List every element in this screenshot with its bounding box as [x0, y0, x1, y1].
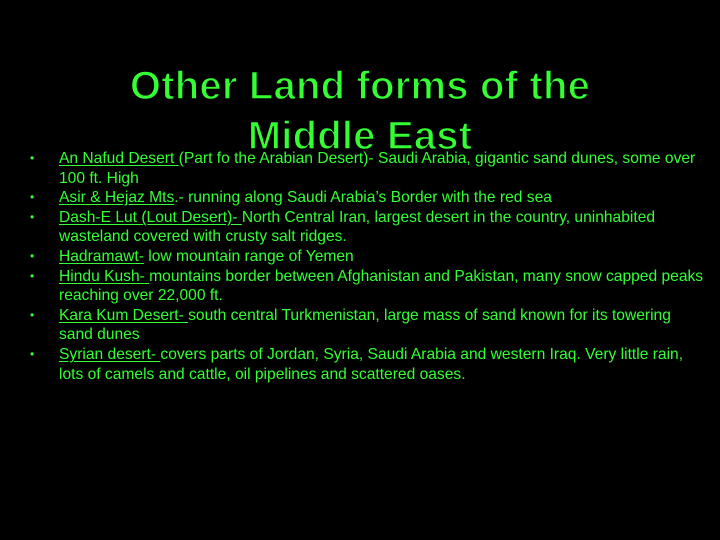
term-hadramawt: Hadramawt- — [59, 247, 144, 265]
bullet-icon: • — [30, 268, 35, 283]
list-item-dash-e-lut — [30, 208, 705, 247]
desc-asir-hejaz-mts: .- running along Saudi Arabia’s Border with the red sea — [174, 189, 552, 207]
desc-hadramawt: low mountain range of Yemen — [143, 247, 354, 265]
list-item-hadramawt — [30, 247, 705, 267]
bullet-icon: • — [30, 307, 35, 322]
term-syrian-desert: Syrian desert- — [59, 345, 161, 363]
term-asir-hejaz-mts: Asir & Hejaz Mts — [59, 189, 175, 207]
slide-title-line-1: Other Land forms of the — [129, 63, 591, 108]
desc-syrian-desert: covers parts of Jordan, Syria, Saudi Arabia and western Iraq. Very little rain, lots of camels and cattle, oil pipelines and scattered oases. — [59, 345, 684, 383]
list-item-kara-kum-desert — [30, 306, 705, 345]
slide-title-line-2: Middle East — [247, 113, 473, 158]
bullet-icon: • — [30, 151, 35, 165]
desc-hindu-kush: mountains border between Afghanistan and Pakistan, many snow capped peaks reaching over 22,000 ft. — [59, 267, 704, 305]
bullet-icon: • — [30, 190, 35, 205]
term-an-nafud-desert: An Nafud Desert — [59, 150, 179, 167]
desc-kara-kum-desert: south central Turkmenistan, large mass of sand known for its towering sand dunes — [59, 306, 671, 344]
bullet-icon: • — [30, 248, 35, 263]
list-item-syrian-desert — [30, 345, 705, 384]
desc-an-nafud-desert: (Part fo the Arabian Desert)- Saudi Arabia, gigantic sand dunes, some over 100 ft. High — [59, 150, 696, 187]
desc-dash-e-lut: North Central Iran, largest desert in the country, uninhabited wasteland covered with crusty salt ridges. — [59, 208, 656, 246]
bullet-icon: • — [30, 346, 35, 361]
term-kara-kum-desert: Kara Kum Desert- — [59, 306, 189, 324]
slide-title — [60, 61, 660, 161]
landforms-list — [30, 149, 705, 384]
term-hindu-kush: Hindu Kush- — [59, 267, 150, 285]
list-item-asir-hejaz-mts — [30, 188, 705, 208]
list-item-hindu-kush — [30, 267, 705, 306]
bullet-icon: • — [30, 209, 35, 224]
list-item-an-nafud-desert — [30, 149, 705, 188]
term-dash-e-lut: Dash-E Lut (Lout Desert)- — [59, 208, 242, 226]
